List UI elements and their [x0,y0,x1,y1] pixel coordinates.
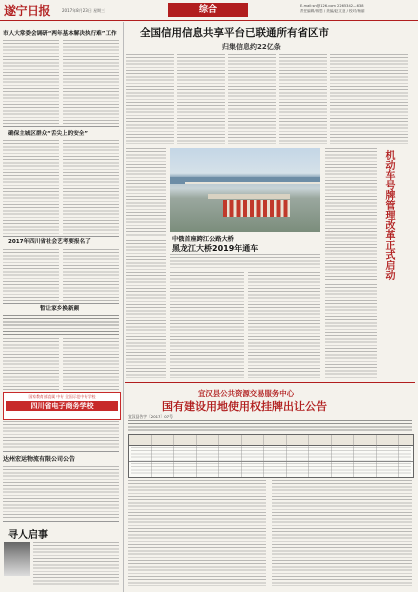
contact-info [300,4,414,14]
contact-editors: 责任编辑/蒋思 / 美编/赵文亚 / 校对/杨丽 [300,9,365,13]
contact-email: E-mail:sn@126.com 2265342—638 [300,4,364,8]
issue-date: 2017年8月23日 星期三 [62,8,106,13]
photo-caption-headline: 黑龙江大桥2019年通车 [172,244,259,253]
divider [3,521,119,522]
school-ad [3,392,121,420]
section-tab: 综合 [168,3,248,17]
divider [3,303,119,304]
lead-body [228,54,276,144]
story-title: 暂让家乡换新颜 [40,306,80,312]
lead-body [279,54,327,144]
article-body [248,272,320,378]
lead-subhead: 归集信息约22亿条 [222,43,281,51]
missing-person-photo [4,542,30,576]
notice-top-rule [125,382,415,383]
lead-body [126,54,174,144]
notice-issuer: 宜汉县公共资源交易服务中心 [198,389,295,398]
story-body [3,40,59,124]
story-body [63,338,119,390]
photo-caption-text [170,254,320,268]
article-body [126,240,166,378]
lead-body [330,54,408,144]
ad-body [3,421,119,449]
missing-person-body [33,542,119,586]
notice-body [272,480,412,586]
notice-number: 宜汉县告字〔2017〕07号 [128,414,173,419]
article-body [325,148,377,280]
divider [3,236,119,237]
vertical-headline: 机动车号牌管理改革正式启动 [383,150,394,280]
missing-person-title: 寻人启事 [8,530,48,541]
story-body [63,40,119,124]
story-body [63,140,119,234]
parcel-table [128,434,414,478]
divider [3,126,119,127]
table-text [131,447,411,475]
story-title: 2017年四川省社会艺考要报名了 [8,239,91,245]
story-title: 确保主城区群众“舌尖上的安全” [8,131,89,137]
bridge [185,182,320,185]
story-body [3,140,59,234]
story-title: 市人大常委会调研“两年基本解决执行难”工作 [3,31,117,37]
lead-headline: 全国信用信息共享平台已联通所有省区市 [140,27,329,39]
story-body [3,249,59,301]
bridge-photo [170,148,320,232]
notice-title: 国有建设用地使用权挂牌出让公告 [162,400,327,413]
company-notice-body [3,466,119,518]
school-ad-tagline: 国家教育部直属 中专 全国示范中专学校 [28,394,96,399]
divider [3,451,119,452]
school-ad-title: 四川省电子商务学校 [6,401,118,411]
company-notice-title: 达州宏运物流有限公司公告 [3,456,76,463]
newspaper-logo: 遂宁日报 [4,4,51,18]
lead-body [177,54,225,144]
article-body [325,284,377,378]
article-body [126,148,166,236]
story-body [63,249,119,301]
notice-intro [128,420,412,432]
photo-caption: 中俄首座跨江公路大桥 [172,236,234,243]
article-body [170,272,244,378]
notice-body [128,480,266,586]
story-body [3,338,59,390]
buildings [223,200,291,217]
story-body [3,315,119,335]
building-roof [208,194,291,199]
